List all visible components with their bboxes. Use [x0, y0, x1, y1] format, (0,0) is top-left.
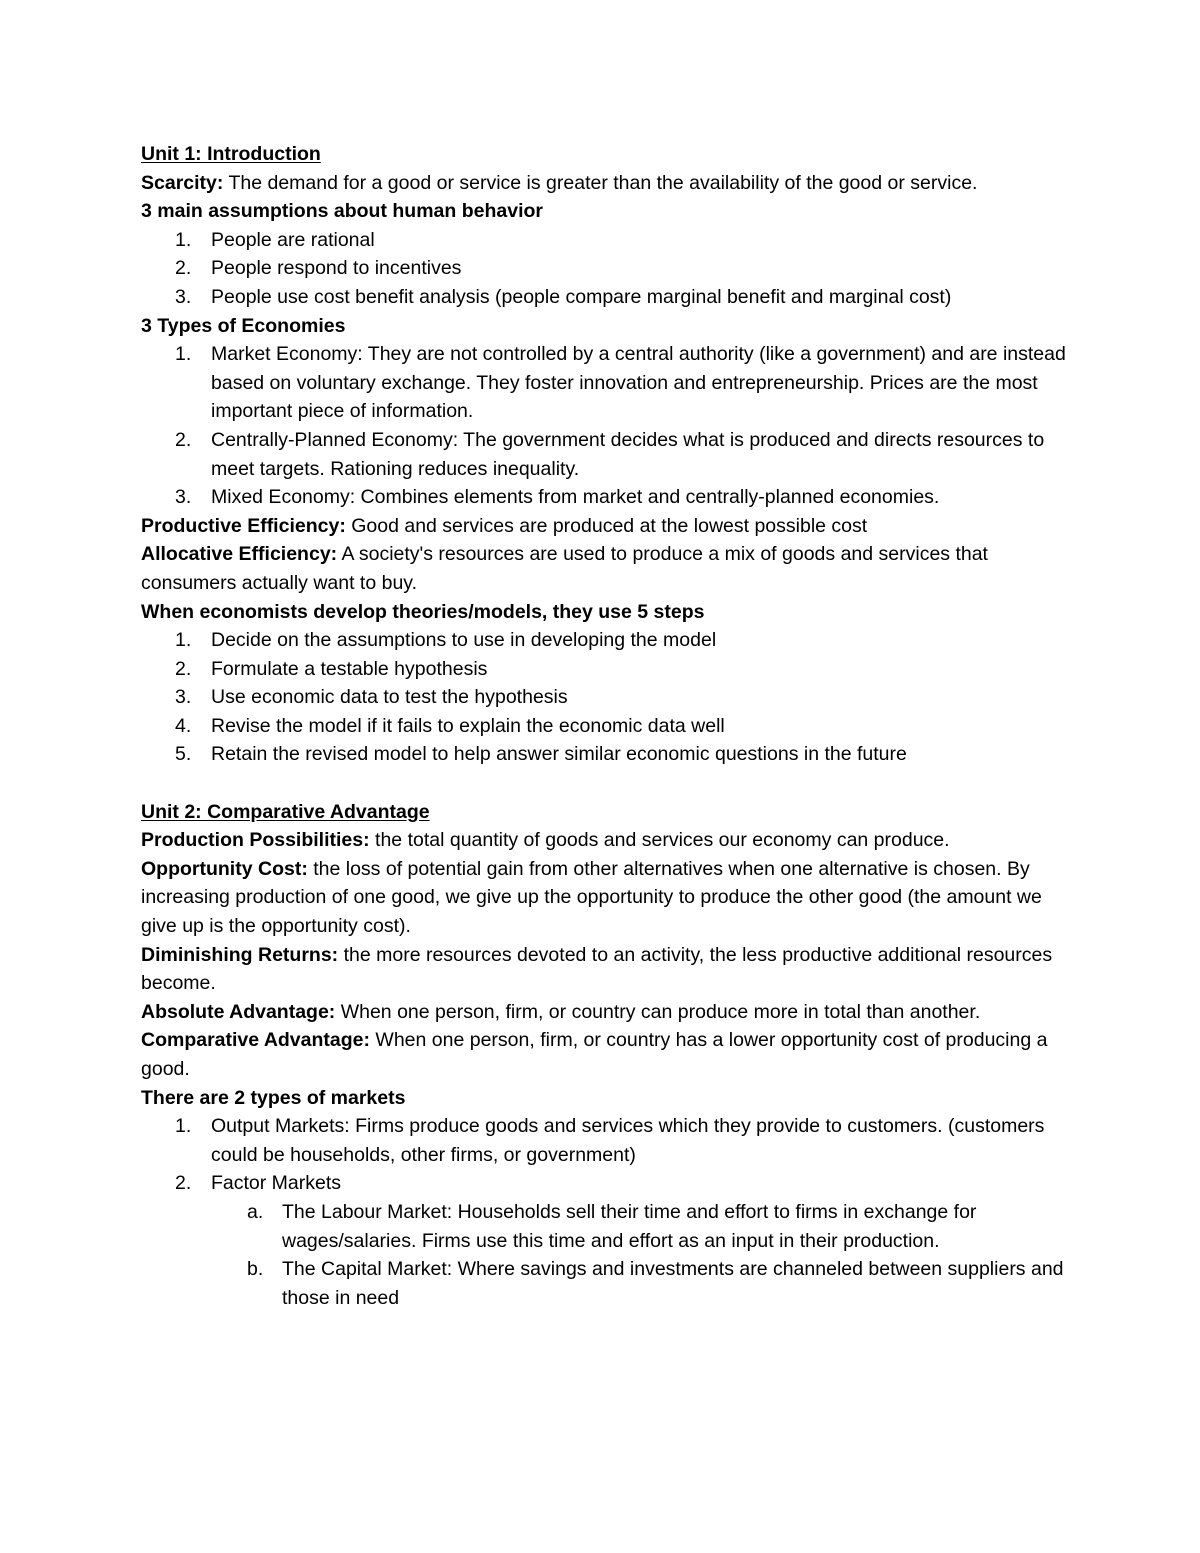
list-item: 1. People are rational: [175, 228, 375, 251]
production-possibilities-definition: Production Possibilities: the total quantity of goods and services our economy can produce.: [141, 829, 950, 852]
productive-efficiency-definition: Productive Efficiency: Good and services are produced at the lowest possible cost: [141, 514, 868, 537]
absolute-advantage-definition: Absolute Advantage: When one person, firm, or country can produce more in total than another.: [141, 1000, 981, 1023]
section-spacer: [141, 769, 1081, 798]
document-page: [141, 140, 1081, 1312]
allocative-efficiency-definition: Allocative Efficiency: A society's resources are used to produce a mix of goods and services that consumers actually want to buy.: [141, 543, 988, 594]
steps-title: When economists develop theories/models, they use 5 steps: [141, 600, 705, 623]
comparative-advantage-definition: Comparative Advantage: When one person, firm, or country has a lower opportunity cost of producing a good.: [141, 1029, 1048, 1080]
allocative-efficiency-term: Allocative Efficiency:: [141, 543, 338, 566]
list-item: b. The Capital Market: Where savings and investments are channeled between suppliers and those in need: [247, 1258, 1064, 1309]
scarcity-definition: [141, 169, 1081, 198]
list-item: 2. Formulate a testable hypothesis: [175, 657, 488, 680]
markets-list: [141, 1112, 1081, 1312]
list-item: 2. People respond to incentives: [175, 257, 462, 280]
economies-title: 3 Types of Economies: [141, 314, 346, 337]
steps-list: [141, 626, 1081, 769]
opportunity-cost-term: Opportunity Cost:: [141, 857, 308, 880]
list-item: 3. Mixed Economy: Combines elements from market and centrally-planned economies.: [175, 486, 940, 509]
assumptions-list: [141, 226, 1081, 312]
economies-list: [141, 340, 1081, 512]
list-item: 1. Market Economy: They are not controlled by a central authority (like a government) and are instead based on voluntary exchange. They foster innovation and entrepreneurship. Prices are the most important piece of information.: [175, 343, 1066, 423]
scarcity-text: The demand for a good or service is greater than the availability of the good or service.: [223, 171, 978, 194]
list-item: 3. People use cost benefit analysis (people compare marginal benefit and marginal cost): [175, 285, 952, 308]
diminishing-returns-term: Diminishing Returns:: [141, 943, 339, 966]
factor-markets-sublist: [211, 1198, 1081, 1312]
list-item: 3. Use economic data to test the hypothesis: [175, 686, 568, 709]
unit1-heading: Unit 1: Introduction: [141, 143, 321, 165]
absolute-advantage-term: Absolute Advantage:: [141, 1000, 336, 1023]
diminishing-returns-definition: Diminishing Returns: the more resources devoted to an activity, the less productive additional resources become.: [141, 943, 1053, 995]
list-item: 2. Centrally-Planned Economy: The government decides what is produced and directs resources to meet targets. Rationing reduces inequality.: [175, 428, 1045, 480]
opportunity-cost-definition: Opportunity Cost: the loss of potential gain from other alternatives when one alternative is chosen. By increasing production of one good, we give up the opportunity to produce the other good (the amount we give up is the opportunity cost).: [141, 857, 1042, 938]
list-item: 1. Output Markets: Firms produce goods and services which they provide to customers. (customers could be households, other firms, or government): [175, 1115, 1045, 1166]
production-possibilities-term: Production Possibilities:: [141, 829, 370, 852]
scarcity-term: Scarcity:: [141, 171, 224, 194]
list-item: 5. Retain the revised model to help answer similar economic questions in the future: [175, 743, 907, 766]
list-item: 1. Decide on the assumptions to use in developing the model: [175, 629, 717, 652]
productive-efficiency-term: Productive Efficiency:: [141, 514, 346, 537]
list-item: 4. Revise the model if it fails to explain the economic data well: [175, 714, 725, 737]
assumptions-title: 3 main assumptions about human behavior: [141, 200, 543, 223]
comparative-advantage-term: Comparative Advantage:: [141, 1029, 371, 1052]
list-item: a. The Labour Market: Households sell their time and effort to firms in exchange for wages/salaries. Firms use this time and effort as an input in their production.: [247, 1200, 977, 1252]
list-item: 2. Factor Markets a. The Labour Market: Households sell their time and effort to firms in exchange for wages/salaries. Firms use this time and effort as an input in their production. b. The Capital Market: Where savings and investments are channeled between suppliers and those in need: [141, 1169, 1081, 1312]
markets-title: There are 2 types of markets: [141, 1086, 406, 1109]
unit2-heading: Unit 2: Comparative Advantage: [141, 800, 430, 823]
